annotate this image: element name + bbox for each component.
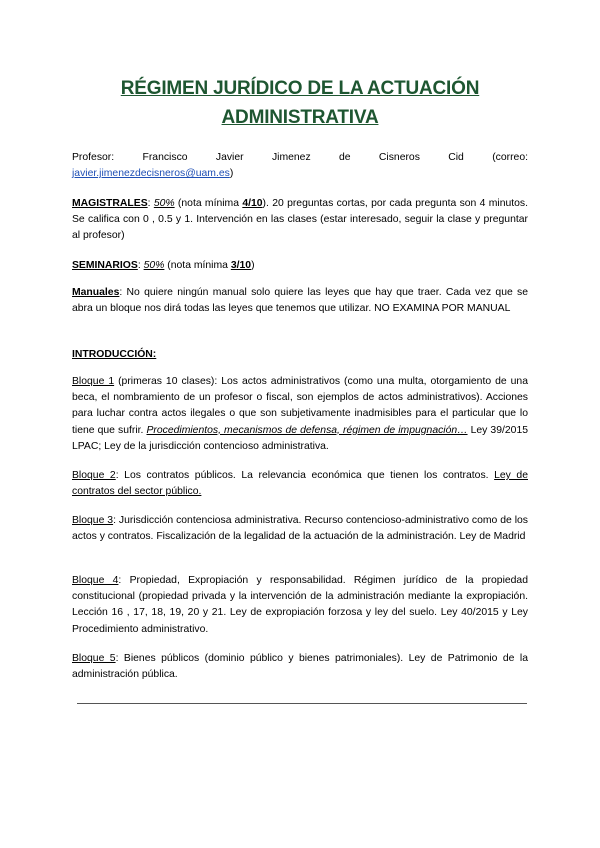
seminarios-paragraph — [72, 258, 528, 274]
bloque-2-law: Ley de contratos del sector público. — [72, 470, 528, 498]
bloque-3-paragraph — [72, 513, 528, 545]
bloque-4-text: : Propiedad, Expropiación y responsabilidad. Régimen jurídico de la propiedad constitucional (propiedad privada y la intervención de la administración mediante la expropiación. Lección 16 , 17, 18, 19, 20 y 21. Ley de expropiación forzosa y ley del suelo. Ley 40/2015 y Ley Procedimiento administrativo. — [72, 575, 528, 635]
email-link[interactable]: javier.jimenezdecisneros@uam.es — [72, 168, 230, 180]
magistrales-text: ). 20 preguntas cortas, por cada pregunta son 4 minutos. Se califica con 0 , 0.5 y 1. Intervención en las clases (estar interesado, seguir la clase y preguntar al profesor) — [72, 198, 528, 242]
email-close: ) — [229, 168, 234, 180]
bloque-5-text: : Bienes públicos (dominio público y bienes patrimoniales). Ley de Patrimonio de la administración pública. — [72, 653, 528, 681]
bloque-2-label: Bloque 2 — [72, 470, 116, 481]
profesor-word: Profesor: — [72, 152, 115, 163]
seminarios-label: SEMINARIOS — [72, 260, 138, 271]
colon: : — [147, 198, 154, 209]
magistrales-label: MAGISTRALES — [72, 198, 148, 209]
bloque-4-label: Bloque 4 — [72, 575, 119, 586]
manuales-label: Manuales — [72, 287, 120, 298]
introduccion-text: INTRODUCCIÓN: — [72, 349, 157, 360]
profesor-word: Javier — [215, 152, 244, 163]
bloque-4-paragraph — [72, 573, 528, 638]
profesor-word: Jimenez — [271, 152, 311, 163]
profesor-line — [72, 150, 528, 166]
profesor-word: Cisneros — [378, 152, 420, 163]
bloque-5-label: Bloque 5 — [72, 653, 116, 664]
bloque-3-text: : Jurisdicción contenciosa administrativa. Recurso contencioso-administrativo como de los actos y contratos. Fiscalización de la legalidad de la actuación de la administración. Ley de Madrid — [72, 515, 528, 543]
profesor-paragraph — [72, 150, 528, 182]
bloque-2-paragraph — [72, 468, 528, 500]
document-title — [72, 74, 528, 132]
manuales-paragraph — [72, 285, 528, 317]
profesor-word: (correo: — [492, 152, 528, 163]
seminarios-close: ) — [251, 260, 255, 271]
colon: : — [137, 260, 144, 271]
magistrales-nota: 4/10 — [242, 198, 263, 209]
bloque-2-text: : Los contratos públicos. La relevancia económica que tienen los contratos. — [115, 470, 495, 481]
profesor-email-line — [72, 166, 528, 182]
bloque-3-label: Bloque 3 — [72, 515, 114, 526]
bloque-1-label: Bloque 1 — [72, 376, 115, 387]
title-line-1: RÉGIMEN JURÍDICO DE LA ACTUACIÓN — [120, 78, 480, 99]
magistrales-percent: 50% — [153, 198, 175, 209]
title-line-2: ADMINISTRATIVA — [221, 107, 379, 128]
manuales-text: : No quiere ningún manual solo quiere las leyes que hay que traer. Cada vez que se abra un bloque nos dirá todas las leyes que tenemos que utilizar. NO EXAMINA POR MANUAL — [72, 287, 528, 315]
profesor-word: Cid — [448, 152, 464, 163]
seminarios-nota-pre: (nota mínima — [164, 260, 231, 271]
seminarios-nota: 3/10 — [230, 260, 252, 271]
introduccion-heading — [72, 347, 528, 363]
bloque-1-text: (primeras 10 clases): Los actos administrativos (como una multa, otorgamiento de una beca, el nombramiento de un profesor o fiscal, son ejemplos de actos administrativos). Acciones para luchar contra actos ilegales o que son subjetivamente inadmisibles para el particular que lo tiene que sufrir. — [72, 376, 528, 436]
bloque-1-italic: Procedimientos, mecanismos de defensa, régimen de impugnación… — [146, 424, 468, 436]
profesor-word: de — [339, 152, 351, 163]
horizontal-divider — [77, 703, 527, 704]
profesor-word: Francisco — [142, 152, 188, 163]
seminarios-percent: 50% — [143, 260, 165, 271]
magistrales-nota-pre: (nota mínima — [174, 198, 243, 209]
magistrales-paragraph — [72, 196, 528, 245]
bloque-1-paragraph — [72, 374, 528, 455]
bloque-5-paragraph — [72, 651, 528, 683]
bloque-1-tail: Ley 39/2015 LPAC; Ley de la jurisdicción contencioso administrativa. — [72, 424, 528, 452]
